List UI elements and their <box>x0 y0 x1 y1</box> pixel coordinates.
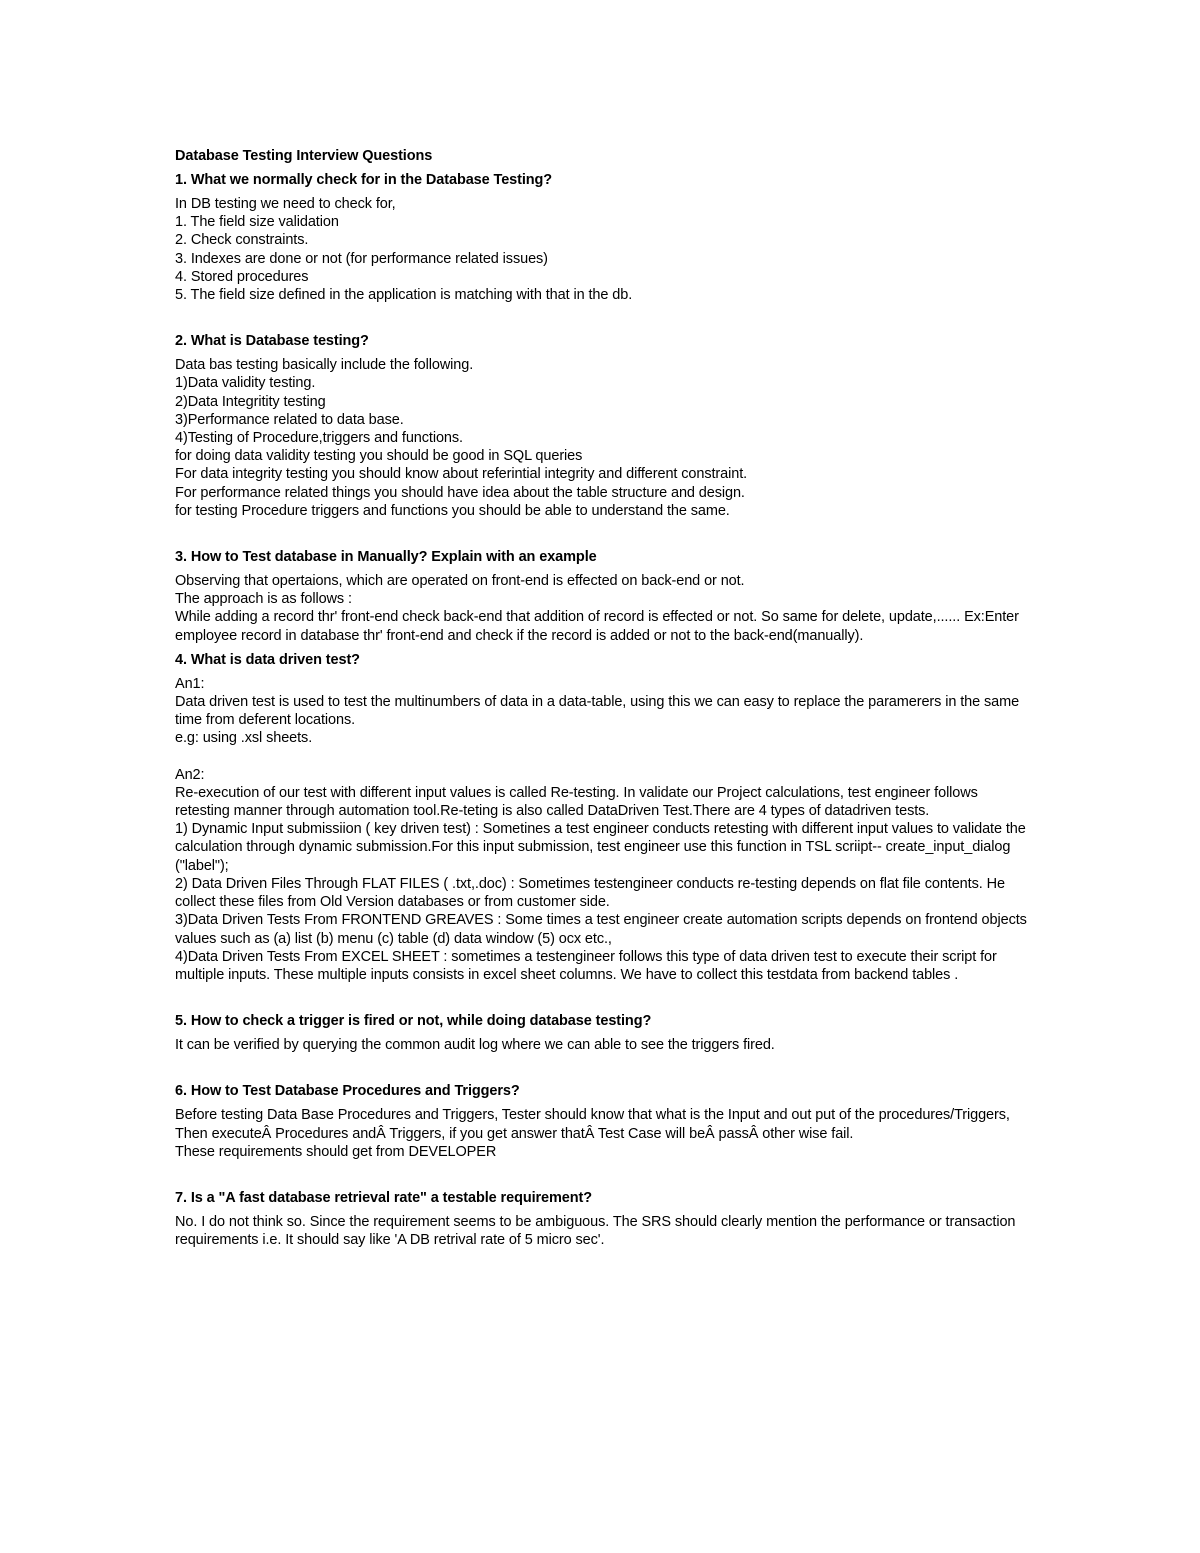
question-5-heading: 5. How to check a trigger is fired or not, while doing database testing? <box>175 1013 652 1030</box>
answer-paragraph: Before testing Data Base Procedures and Triggers, Tester should know that what is the Input and out put of the procedures/Triggers, Then executeÂ Procedures andÂ Triggers, if you get answer thatÂ Test Case will beÂ passÂ other wise fail. <box>175 1107 1010 1142</box>
answer-line: for testing Procedure triggers and functions you should be able to understand the same. <box>175 502 730 519</box>
answer-paragraph: No. I do not think so. Since the requirement seems to be ambiguous. The SRS should clearly mention the performance or transaction requirements i.e. It should say like 'A DB retrival rate of 5 micro sec'. <box>175 1213 1016 1249</box>
question-1-heading: 1. What we normally check for in the Database Testing? <box>175 172 553 188</box>
answer-line: 1. The field size validation <box>175 214 339 231</box>
answer-2-intro: Re-execution of our test with different input values is called Re-testing. In validate our Project calculations, test engineer follows retesting manner through automation tool.Re-teting is also called DataDriven Test.There are 4 types of datadriven tests. <box>175 784 978 820</box>
answer-line: Data bas testing basically include the following. <box>175 357 474 374</box>
question-6-heading: 6. How to Test Database Procedures and Triggers? <box>175 1083 520 1100</box>
question-2-section <box>175 332 1035 520</box>
question-2-heading: 2. What is Database testing? <box>175 333 369 350</box>
answer-line: 4. Stored procedures <box>175 268 309 285</box>
question-4-heading: 4. What is data driven test? <box>175 651 360 668</box>
answer-line: 5. The field size defined in the application is matching with that in the db. <box>175 287 633 304</box>
question-1-section <box>175 171 1035 304</box>
answer-1-label: An1: <box>175 675 205 692</box>
question-6-section <box>175 1082 1035 1161</box>
question-7-section <box>175 1189 1035 1249</box>
answer-line: 3. Indexes are done or not (for performance related issues) <box>175 250 548 267</box>
answer-line: 2. Check constraints. <box>175 232 309 249</box>
answer-line: For data integrity testing you should know about referintial integrity and different constraint. <box>175 466 748 483</box>
answer-2-item-2: 2) Data Driven Files Through FLAT FILES ( .txt,.doc) : Sometimes testengineer conducts re-testing depends on flat file contents. He collect these files from Old Version databases or from customer side. <box>175 875 1005 911</box>
answer-paragraph: While adding a record thr' front-end check back-end that addition of record is effected or not. So same for delete, update,...... Ex:Enter employee record in database thr' front-end and check if the record is added or not to the back-end(manually). <box>175 609 1019 644</box>
answer-2-item-3: 3)Data Driven Tests From FRONTEND GREAVES : Some times a test engineer create automation scripts depends on frontend objects values such as (a) list (b) menu (c) table (d) data window (5) ocx etc., <box>175 912 1027 947</box>
answer-1-example: e.g: using .xsl sheets. <box>175 730 313 747</box>
answer-line: For performance related things you should have idea about the table structure and design. <box>175 484 745 501</box>
document-title: Database Testing Interview Questions <box>175 148 433 164</box>
answer-line: It can be verified by querying the common audit log where we can able to see the triggers fired. <box>175 1037 775 1054</box>
question-3-heading: 3. How to Test database in Manually? Explain with an example <box>175 549 597 566</box>
answer-line: 2)Data Integritity testing <box>175 393 326 410</box>
answer-line: 1)Data validity testing. <box>175 375 316 392</box>
answer-line: In DB testing we need to check for, <box>175 196 396 212</box>
answer-2-item-4: 4)Data Driven Tests From EXCEL SHEET : sometimes a testengineer follows this type of data driven test to execute their script for multiple inputs. These multiple inputs consists in excel sheet columns. We have to collect this testdata from backend tables . <box>175 948 997 983</box>
question-3-section <box>175 548 1035 645</box>
answer-line: for doing data validity testing you should be good in SQL queries <box>175 448 583 465</box>
answer-2-item-1: 1) Dynamic Input submissiion ( key driven test) : Sometines a test engineer conducts retesting with different input values to validate the calculation through dynamic submission.For this input submission, test engineer use this function in TSL scriipt-- create_input_dialog ("label"); <box>175 821 1026 874</box>
question-7-heading: 7. Is a "A fast database retrieval rate" a testable requirement? <box>175 1189 593 1206</box>
answer-line: Observing that opertaions, which are operated on front-end is effected on back-end or not. <box>175 573 745 590</box>
answer-line: These requirements should get from DEVELOPER <box>175 1143 497 1160</box>
question-5-section <box>175 1012 1035 1054</box>
answer-line: 4)Testing of Procedure,triggers and functions. <box>175 430 463 447</box>
document-page <box>175 147 1035 1249</box>
answer-line: The approach is as follows : <box>175 591 352 608</box>
answer-1-paragraph: Data driven test is used to test the multinumbers of data in a data-table, using this we can easy to replace the paramerers in the same time from deferent locations. <box>175 694 1020 729</box>
question-4-section <box>175 651 1035 984</box>
answer-line: 3)Performance related to data base. <box>175 411 404 428</box>
answer-2-label: An2: <box>175 766 205 783</box>
